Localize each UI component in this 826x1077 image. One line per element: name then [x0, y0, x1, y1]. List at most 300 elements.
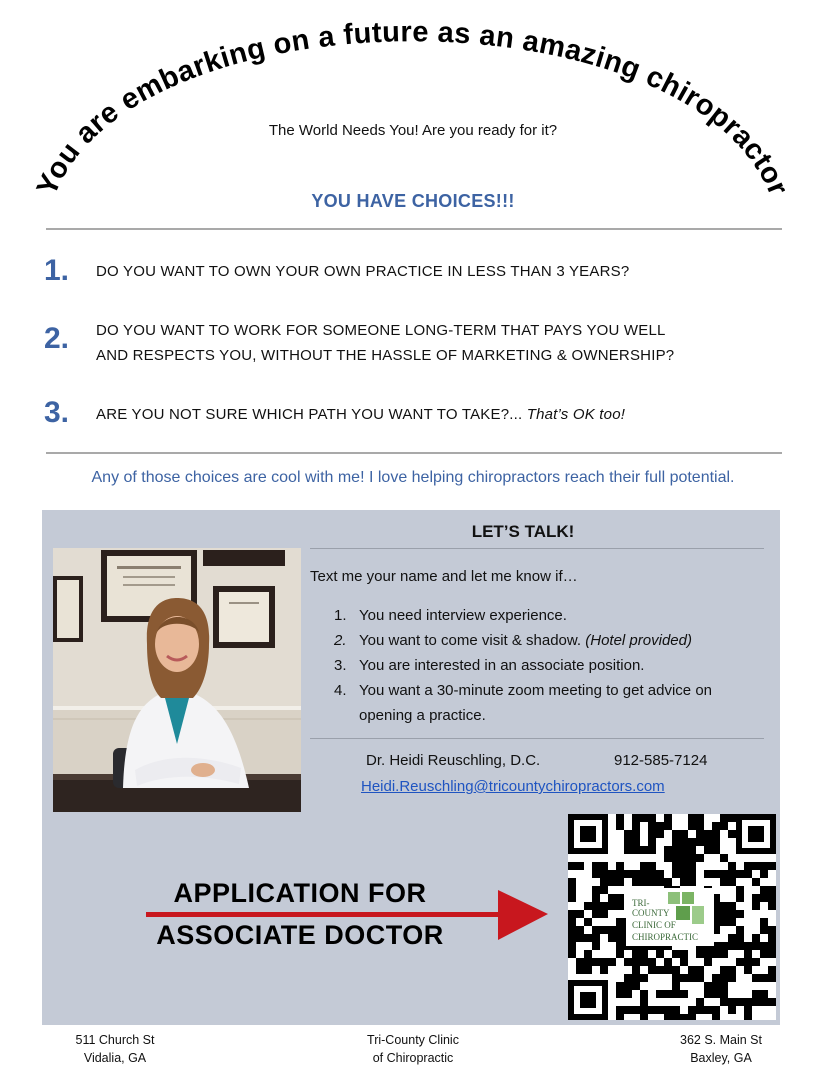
qr-module — [600, 910, 608, 918]
qr-module — [632, 958, 640, 966]
qr-module — [672, 966, 680, 974]
qr-module — [576, 934, 584, 942]
qr-module — [584, 950, 592, 958]
qr-module — [704, 838, 712, 846]
qr-module — [744, 958, 752, 966]
qr-module — [592, 910, 600, 918]
qr-module — [720, 982, 728, 990]
qr-module — [712, 830, 720, 838]
qr-module — [736, 958, 744, 966]
qr-module — [720, 902, 728, 910]
qr-module — [688, 862, 696, 870]
qr-module — [752, 942, 760, 950]
qr-module — [696, 830, 704, 838]
qr-module — [600, 870, 608, 878]
qr-module — [712, 982, 720, 990]
qr-module — [568, 926, 576, 934]
choices-heading: YOU HAVE CHOICES!!! — [311, 191, 515, 211]
email-link[interactable]: Heidi.Reuschling@tricountychiropractors.com — [361, 778, 665, 795]
question-1-line: DO YOU WANT TO OWN YOUR OWN PRACTICE IN LESS THAN 3 YEARS? — [96, 263, 630, 280]
contact-reasons-list — [334, 603, 764, 728]
qr-module — [656, 950, 664, 958]
qr-module — [632, 950, 640, 958]
qr-module — [632, 814, 640, 822]
qr-module — [728, 1006, 736, 1014]
qr-module — [760, 886, 768, 894]
qr-module — [616, 926, 624, 934]
qr-module — [688, 1014, 696, 1020]
footer-left-line-2: Vidalia, GA — [83, 1051, 147, 1065]
qr-module — [568, 910, 576, 918]
qr-module — [616, 1014, 624, 1020]
qr-module — [616, 862, 624, 870]
qr-module — [576, 966, 584, 974]
list-item — [334, 678, 764, 728]
qr-module — [760, 950, 768, 958]
qr-module — [664, 814, 672, 822]
qr-module — [600, 862, 608, 870]
qr-module — [696, 838, 704, 846]
list-item-note: (Hotel provided) — [585, 632, 692, 649]
qr-module — [736, 870, 744, 878]
qr-module — [568, 950, 576, 958]
qr-module — [720, 974, 728, 982]
qr-module — [648, 878, 656, 886]
qr-module — [576, 958, 584, 966]
qr-module — [584, 902, 592, 910]
qr-module — [640, 998, 648, 1006]
qr-module — [680, 1014, 688, 1020]
qr-module — [656, 830, 664, 838]
qr-module — [592, 894, 600, 902]
qr-module — [768, 894, 776, 902]
qr-module — [616, 934, 624, 942]
list-item-text: You are interested in an associate position. — [359, 657, 645, 674]
qr-module — [768, 942, 776, 950]
qr-module — [728, 934, 736, 942]
footer-left-line-1: 511 Church St — [75, 1033, 155, 1047]
qr-module — [672, 990, 680, 998]
qr-module — [608, 902, 616, 910]
qr-module — [768, 966, 776, 974]
qr-module — [584, 934, 592, 942]
qr-module — [704, 846, 712, 854]
qr-module — [592, 886, 600, 894]
qr-module — [760, 894, 768, 902]
qr-module — [616, 822, 624, 830]
qr-module — [736, 934, 744, 942]
qr-code[interactable] — [568, 814, 776, 1020]
panel-divider-bottom — [310, 738, 764, 739]
list-item — [334, 628, 764, 653]
list-item — [334, 653, 764, 678]
panel-divider-top — [310, 548, 764, 549]
qr-module — [616, 814, 624, 822]
qr-module — [592, 934, 600, 942]
qr-module — [664, 846, 672, 854]
qr-module — [720, 998, 728, 1006]
qr-module — [592, 942, 600, 950]
qr-module — [632, 846, 640, 854]
qr-module — [568, 942, 576, 950]
qr-logo-line-1: TRI- — [632, 898, 650, 908]
arc-title-text: You are embarking on a future as an amazing chiropractor — [30, 16, 795, 201]
qr-module — [648, 846, 656, 854]
qr-module — [728, 862, 736, 870]
qr-module — [672, 846, 680, 854]
qr-module — [624, 838, 632, 846]
qr-module — [664, 958, 672, 966]
qr-module — [664, 1014, 672, 1020]
qr-module — [728, 902, 736, 910]
qr-module — [656, 966, 664, 974]
qr-module — [680, 830, 688, 838]
qr-module — [656, 822, 664, 830]
qr-module — [696, 822, 704, 830]
qr-module — [712, 838, 720, 846]
qr-module — [736, 886, 744, 894]
qr-module — [720, 878, 728, 886]
qr-module — [720, 854, 728, 862]
qr-module — [624, 982, 632, 990]
doctor-photo — [53, 548, 301, 812]
qr-module — [672, 1006, 680, 1014]
qr-module — [752, 878, 760, 886]
qr-module — [576, 926, 584, 934]
qr-module — [760, 990, 768, 998]
qr-module — [680, 870, 688, 878]
question-2-line-2: AND RESPECTS YOU, WITHOUT THE HASSLE OF MARKETING & OWNERSHIP? — [96, 347, 675, 364]
qr-module — [632, 878, 640, 886]
qr-module — [704, 958, 712, 966]
qr-module — [688, 846, 696, 854]
qr-module — [696, 854, 704, 862]
qr-module — [760, 998, 768, 1006]
list-item — [334, 603, 764, 628]
qr-module — [608, 934, 616, 942]
qr-module — [712, 870, 720, 878]
doctor-name: Dr. Heidi Reuschling, D.C. — [366, 752, 541, 769]
footer-left-address — [60, 1031, 170, 1067]
qr-module — [632, 982, 640, 990]
qr-module — [616, 1006, 624, 1014]
qr-module — [600, 886, 608, 894]
qr-module — [640, 870, 648, 878]
qr-module — [720, 990, 728, 998]
qr-module — [760, 926, 768, 934]
qr-module — [648, 838, 656, 846]
qr-module — [696, 966, 704, 974]
qr-module — [640, 974, 648, 982]
qr-module — [744, 870, 752, 878]
qr-module — [744, 950, 752, 958]
qr-module — [600, 958, 608, 966]
qr-module — [616, 990, 624, 998]
qr-module — [672, 950, 680, 958]
contact-intro: Text me your name and let me know if… — [310, 568, 578, 585]
question-1-text — [96, 259, 629, 284]
svg-text:You are embarking on a future — [31, 16, 794, 200]
qr-module — [576, 910, 584, 918]
qr-module — [576, 862, 584, 870]
qr-module — [584, 966, 592, 974]
qr-module — [640, 1014, 648, 1020]
qr-module — [640, 878, 648, 886]
qr-module — [752, 990, 760, 998]
qr-module — [672, 830, 680, 838]
qr-module — [624, 974, 632, 982]
qr-module — [688, 1006, 696, 1014]
qr-module — [592, 902, 600, 910]
list-item-number: 2. — [334, 632, 347, 649]
qr-module — [616, 942, 624, 950]
qr-module — [632, 870, 640, 878]
qr-module — [568, 862, 576, 870]
qr-module — [744, 942, 752, 950]
qr-module — [616, 894, 624, 902]
qr-module — [704, 830, 712, 838]
footer-clinic-name — [350, 1031, 476, 1067]
qr-module — [696, 974, 704, 982]
qr-module — [648, 966, 656, 974]
qr-module — [584, 958, 592, 966]
list-item-number: 4. — [334, 682, 347, 699]
qr-module — [648, 830, 656, 838]
qr-module — [640, 846, 648, 854]
qr-module — [672, 974, 680, 982]
footer-center-line-1: Tri-County Clinic — [367, 1033, 459, 1047]
qr-module — [608, 878, 616, 886]
qr-module — [680, 854, 688, 862]
qr-module — [728, 830, 736, 838]
qr-module — [568, 918, 576, 926]
lets-talk-heading: LET’S TALK! — [471, 522, 575, 541]
qr-module — [712, 822, 720, 830]
qr-module — [720, 966, 728, 974]
qr-module — [704, 990, 712, 998]
question-3-text — [96, 402, 625, 427]
qr-module — [688, 822, 696, 830]
qr-module — [720, 918, 728, 926]
footer-right-line-2: Baxley, GA — [690, 1051, 752, 1065]
qr-module — [688, 966, 696, 974]
qr-module — [624, 958, 632, 966]
qr-module — [768, 926, 776, 934]
qr-module — [728, 878, 736, 886]
list-item-text: You want to come visit & shadow. — [359, 632, 582, 649]
qr-module — [656, 1006, 664, 1014]
qr-module — [720, 950, 728, 958]
qr-module — [664, 1006, 672, 1014]
qr-module — [744, 862, 752, 870]
qr-logo-line-4: CHIROPRACTIC — [632, 932, 699, 942]
qr-module — [744, 966, 752, 974]
qr-module — [720, 910, 728, 918]
qr-module — [624, 846, 632, 854]
question-2-line-1: DO YOU WANT TO WORK FOR SOMEONE LONG-TERM THAT PAYS YOU WELL — [96, 322, 666, 339]
qr-module — [680, 846, 688, 854]
qr-module — [616, 902, 624, 910]
qr-module — [736, 998, 744, 1006]
qr-module — [736, 910, 744, 918]
qr-module — [592, 870, 600, 878]
qr-module — [720, 814, 728, 822]
qr-module — [728, 974, 736, 982]
footer-right-line-1: 362 S. Main St — [680, 1033, 762, 1047]
qr-module — [712, 1014, 720, 1020]
qr-module — [608, 870, 616, 878]
qr-module — [600, 902, 608, 910]
qr-module — [704, 982, 712, 990]
application-line-1: APPLICATION FOR — [173, 878, 427, 908]
qr-module — [600, 966, 608, 974]
question-1-number: 1. — [44, 254, 70, 287]
qr-module — [592, 862, 600, 870]
qr-logo-line-2: COUNTY — [632, 908, 670, 918]
qr-module — [688, 870, 696, 878]
qr-module — [696, 950, 704, 958]
qr-module — [624, 1006, 632, 1014]
divider-bottom — [46, 452, 782, 454]
qr-module — [600, 878, 608, 886]
qr-module — [704, 1006, 712, 1014]
qr-module — [768, 998, 776, 1006]
qr-module — [712, 990, 720, 998]
qr-module — [760, 942, 768, 950]
qr-module — [728, 814, 736, 822]
qr-module — [664, 966, 672, 974]
qr-module — [672, 870, 680, 878]
qr-module — [696, 814, 704, 822]
qr-module — [616, 982, 624, 990]
footer-center-line-2: of Chiropractic — [372, 1051, 454, 1065]
qr-module — [608, 958, 616, 966]
qr-module — [704, 950, 712, 958]
qr-module — [760, 862, 768, 870]
qr-module — [688, 854, 696, 862]
qr-module — [632, 822, 640, 830]
qr-module — [680, 974, 688, 982]
qr-module — [616, 950, 624, 958]
qr-module — [744, 1014, 752, 1020]
qr-module — [624, 830, 632, 838]
qr-module — [680, 950, 688, 958]
phone-number[interactable]: 912-585-7124 — [614, 752, 708, 769]
qr-module — [592, 958, 600, 966]
qr-module — [616, 918, 624, 926]
qr-module — [640, 1006, 648, 1014]
qr-module — [632, 966, 640, 974]
qr-module — [680, 990, 688, 998]
qr-module — [608, 894, 616, 902]
application-line-2: ASSOCIATE DOCTOR — [156, 920, 444, 950]
list-item-text: You want a 30-minute zoom meeting to get advice on opening a practice. — [359, 682, 712, 724]
qr-module — [728, 910, 736, 918]
qr-module — [712, 846, 720, 854]
qr-module — [632, 830, 640, 838]
qr-module — [568, 886, 576, 894]
qr-module — [768, 934, 776, 942]
qr-module — [664, 822, 672, 830]
qr-module — [728, 918, 736, 926]
qr-module — [608, 926, 616, 934]
qr-module — [720, 870, 728, 878]
qr-module — [728, 966, 736, 974]
footer-right-address — [666, 1031, 776, 1067]
qr-module — [688, 838, 696, 846]
qr-module — [760, 870, 768, 878]
qr-module — [752, 934, 760, 942]
qr-module — [592, 926, 600, 934]
qr-module — [688, 878, 696, 886]
qr-module — [712, 974, 720, 982]
qr-module — [616, 870, 624, 878]
qr-module — [672, 862, 680, 870]
qr-module — [768, 902, 776, 910]
qr-module — [648, 958, 656, 966]
question-3-main: ARE YOU NOT SURE WHICH PATH YOU WANT TO TAKE?... — [96, 406, 523, 423]
question-3-italic: That’s OK too! — [526, 406, 626, 423]
qr-module — [656, 870, 664, 878]
question-2-text — [96, 318, 674, 368]
question-2-number: 2. — [44, 322, 70, 355]
qr-module — [568, 894, 576, 902]
qr-module — [664, 878, 672, 886]
qr-module — [640, 950, 648, 958]
qr-module — [752, 894, 760, 902]
qr-module — [728, 998, 736, 1006]
qr-module — [664, 990, 672, 998]
qr-module — [680, 958, 688, 966]
qr-module — [632, 838, 640, 846]
qr-module — [728, 942, 736, 950]
qr-module — [648, 1006, 656, 1014]
qr-module — [696, 998, 704, 1006]
qr-module — [704, 870, 712, 878]
qr-module — [664, 854, 672, 862]
qr-module — [680, 878, 688, 886]
qr-module — [648, 870, 656, 878]
qr-module — [736, 894, 744, 902]
qr-module — [760, 918, 768, 926]
qr-module — [648, 814, 656, 822]
qr-module — [752, 902, 760, 910]
qr-module — [712, 1006, 720, 1014]
qr-logo-line-3: CLINIC OF — [632, 920, 676, 930]
qr-module — [768, 886, 776, 894]
list-item-text: You need interview experience. — [359, 607, 567, 624]
qr-module — [640, 862, 648, 870]
qr-module — [584, 918, 592, 926]
qr-module — [768, 862, 776, 870]
qr-module — [680, 838, 688, 846]
qr-module — [744, 1006, 752, 1014]
list-item-number: 1. — [334, 607, 347, 624]
subtitle: The World Needs You! Are you ready for it? — [268, 122, 558, 139]
qr-module — [640, 958, 648, 966]
qr-module — [736, 926, 744, 934]
qr-module — [640, 990, 648, 998]
qr-module — [752, 998, 760, 1006]
qr-module — [728, 870, 736, 878]
qr-module — [632, 974, 640, 982]
qr-module — [768, 974, 776, 982]
qr-module — [640, 814, 648, 822]
qr-module — [672, 854, 680, 862]
qr-module — [672, 1014, 680, 1020]
qr-module — [624, 990, 632, 998]
qr-module — [760, 974, 768, 982]
